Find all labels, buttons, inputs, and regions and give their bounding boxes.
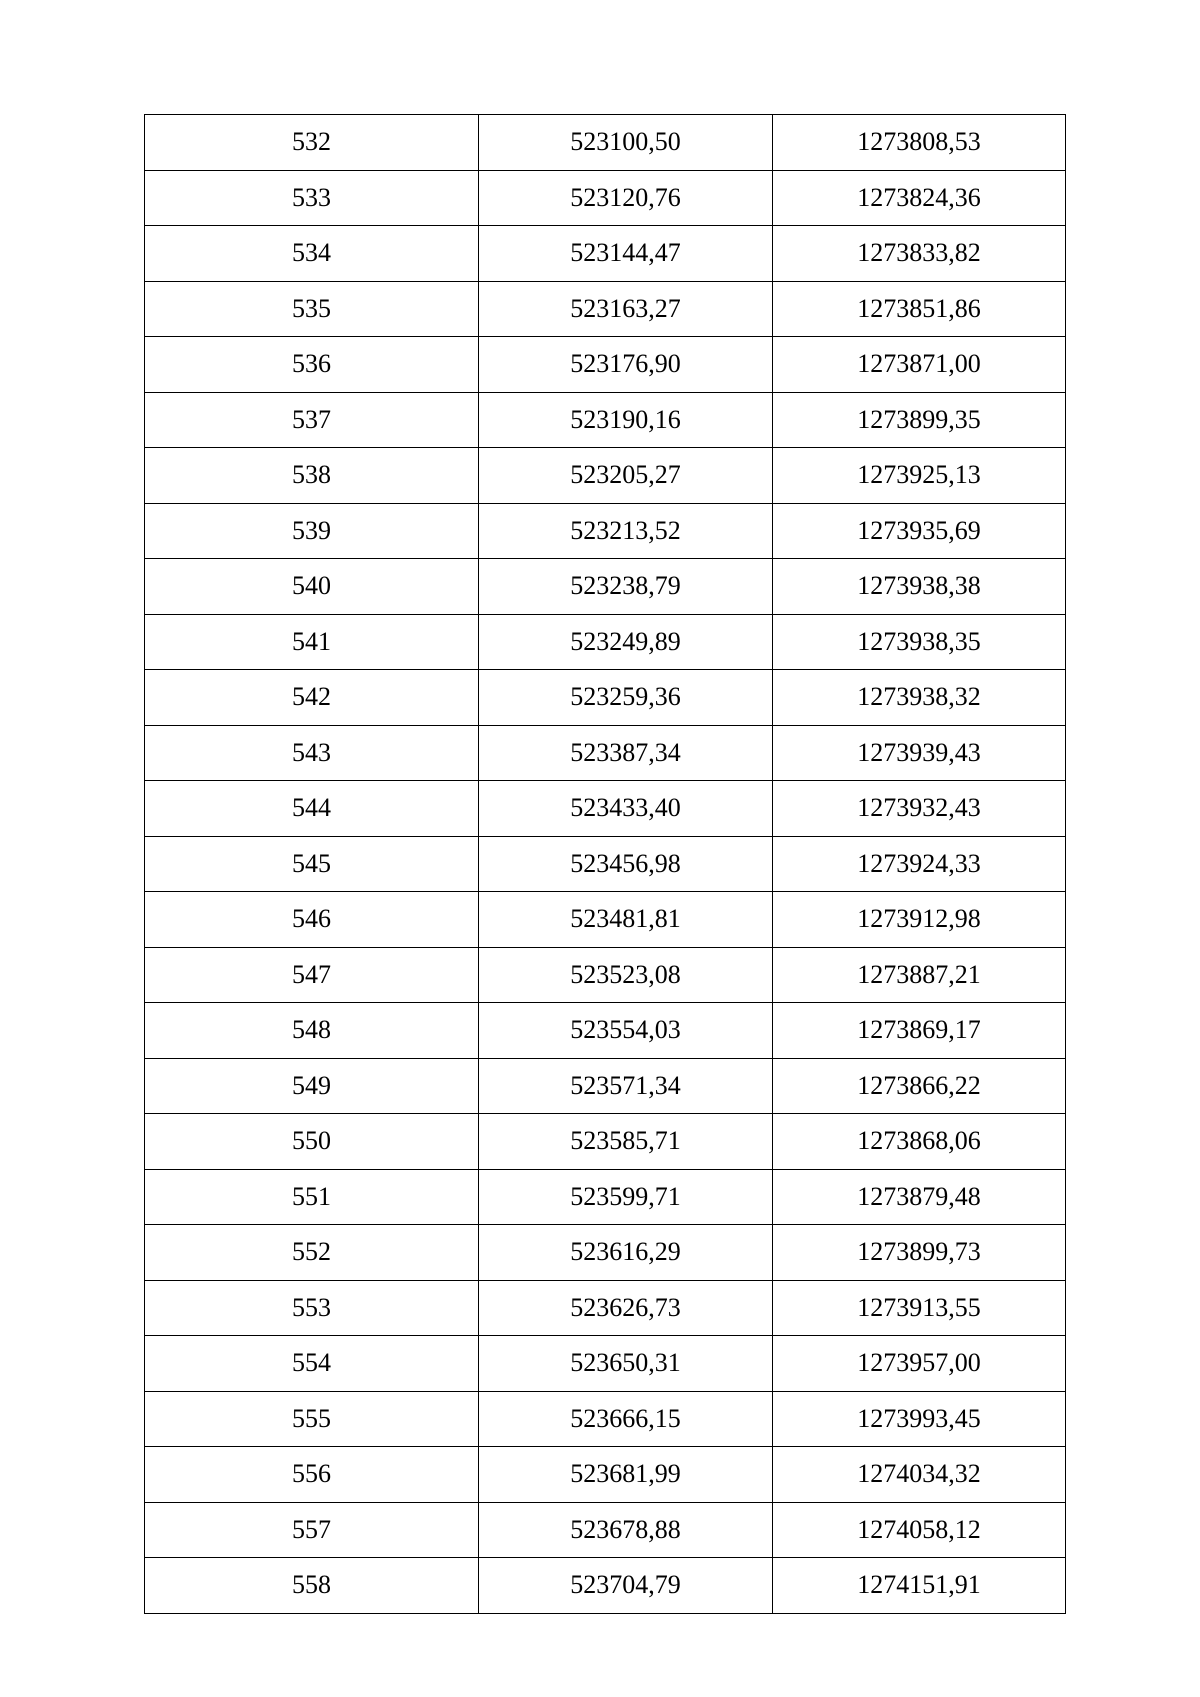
point-number-cell: 548 [145, 1003, 479, 1059]
coordinates-table-body [145, 115, 1066, 1614]
point-number-cell: 535 [145, 281, 479, 337]
y-coordinate-cell: 1273938,35 [773, 614, 1066, 670]
point-number-cell: 551 [145, 1169, 479, 1225]
x-coordinate-cell: 523650,31 [479, 1336, 773, 1392]
x-coordinate-cell: 523205,27 [479, 448, 773, 504]
x-coordinate-cell: 523176,90 [479, 337, 773, 393]
table-row [145, 725, 1066, 781]
table-row [145, 892, 1066, 948]
table-row [145, 670, 1066, 726]
y-coordinate-cell: 1273879,48 [773, 1169, 1066, 1225]
table-row [145, 1336, 1066, 1392]
point-number-cell: 550 [145, 1114, 479, 1170]
point-number-cell: 534 [145, 226, 479, 282]
x-coordinate-cell: 523120,76 [479, 170, 773, 226]
table-row [145, 1114, 1066, 1170]
table-row [145, 1558, 1066, 1614]
y-coordinate-cell: 1274151,91 [773, 1558, 1066, 1614]
y-coordinate-cell: 1273869,17 [773, 1003, 1066, 1059]
x-coordinate-cell: 523678,88 [479, 1502, 773, 1558]
table-row [145, 448, 1066, 504]
point-number-cell: 543 [145, 725, 479, 781]
y-coordinate-cell: 1273935,69 [773, 503, 1066, 559]
y-coordinate-cell: 1274034,32 [773, 1447, 1066, 1503]
y-coordinate-cell: 1273868,06 [773, 1114, 1066, 1170]
y-coordinate-cell: 1273925,13 [773, 448, 1066, 504]
point-number-cell: 546 [145, 892, 479, 948]
point-number-cell: 532 [145, 115, 479, 171]
x-coordinate-cell: 523190,16 [479, 392, 773, 448]
table-row [145, 281, 1066, 337]
y-coordinate-cell: 1273939,43 [773, 725, 1066, 781]
y-coordinate-cell: 1273912,98 [773, 892, 1066, 948]
point-number-cell: 557 [145, 1502, 479, 1558]
x-coordinate-cell: 523704,79 [479, 1558, 773, 1614]
table-row [145, 614, 1066, 670]
point-number-cell: 540 [145, 559, 479, 615]
point-number-cell: 555 [145, 1391, 479, 1447]
y-coordinate-cell: 1273808,53 [773, 115, 1066, 171]
x-coordinate-cell: 523387,34 [479, 725, 773, 781]
point-number-cell: 538 [145, 448, 479, 504]
table-row [145, 170, 1066, 226]
table-row [145, 947, 1066, 1003]
point-number-cell: 536 [145, 337, 479, 393]
table-row [145, 1058, 1066, 1114]
point-number-cell: 545 [145, 836, 479, 892]
y-coordinate-cell: 1273866,22 [773, 1058, 1066, 1114]
table-row [145, 781, 1066, 837]
point-number-cell: 539 [145, 503, 479, 559]
x-coordinate-cell: 523433,40 [479, 781, 773, 837]
y-coordinate-cell: 1273932,43 [773, 781, 1066, 837]
x-coordinate-cell: 523666,15 [479, 1391, 773, 1447]
point-number-cell: 556 [145, 1447, 479, 1503]
y-coordinate-cell: 1273851,86 [773, 281, 1066, 337]
y-coordinate-cell: 1273833,82 [773, 226, 1066, 282]
table-row [145, 337, 1066, 393]
point-number-cell: 553 [145, 1280, 479, 1336]
table-row [145, 559, 1066, 615]
table-row [145, 1447, 1066, 1503]
x-coordinate-cell: 523259,36 [479, 670, 773, 726]
x-coordinate-cell: 523144,47 [479, 226, 773, 282]
y-coordinate-cell: 1273871,00 [773, 337, 1066, 393]
x-coordinate-cell: 523523,08 [479, 947, 773, 1003]
y-coordinate-cell: 1274058,12 [773, 1502, 1066, 1558]
point-number-cell: 552 [145, 1225, 479, 1281]
point-number-cell: 558 [145, 1558, 479, 1614]
x-coordinate-cell: 523599,71 [479, 1169, 773, 1225]
x-coordinate-cell: 523481,81 [479, 892, 773, 948]
y-coordinate-cell: 1273993,45 [773, 1391, 1066, 1447]
table-row [145, 836, 1066, 892]
x-coordinate-cell: 523681,99 [479, 1447, 773, 1503]
y-coordinate-cell: 1273899,73 [773, 1225, 1066, 1281]
y-coordinate-cell: 1273887,21 [773, 947, 1066, 1003]
point-number-cell: 537 [145, 392, 479, 448]
point-number-cell: 541 [145, 614, 479, 670]
point-number-cell: 554 [145, 1336, 479, 1392]
point-number-cell: 533 [145, 170, 479, 226]
table-row [145, 226, 1066, 282]
x-coordinate-cell: 523100,50 [479, 115, 773, 171]
y-coordinate-cell: 1273938,32 [773, 670, 1066, 726]
y-coordinate-cell: 1273938,38 [773, 559, 1066, 615]
y-coordinate-cell: 1273957,00 [773, 1336, 1066, 1392]
point-number-cell: 549 [145, 1058, 479, 1114]
table-row [145, 392, 1066, 448]
table-row [145, 1003, 1066, 1059]
x-coordinate-cell: 523626,73 [479, 1280, 773, 1336]
x-coordinate-cell: 523238,79 [479, 559, 773, 615]
y-coordinate-cell: 1273899,35 [773, 392, 1066, 448]
table-row [145, 115, 1066, 171]
x-coordinate-cell: 523571,34 [479, 1058, 773, 1114]
x-coordinate-cell: 523585,71 [479, 1114, 773, 1170]
table-row [145, 1169, 1066, 1225]
x-coordinate-cell: 523163,27 [479, 281, 773, 337]
table-row [145, 1502, 1066, 1558]
table-row [145, 1391, 1066, 1447]
x-coordinate-cell: 523213,52 [479, 503, 773, 559]
y-coordinate-cell: 1273924,33 [773, 836, 1066, 892]
y-coordinate-cell: 1273913,55 [773, 1280, 1066, 1336]
x-coordinate-cell: 523456,98 [479, 836, 773, 892]
point-number-cell: 544 [145, 781, 479, 837]
table-row [145, 1225, 1066, 1281]
table-row [145, 1280, 1066, 1336]
x-coordinate-cell: 523249,89 [479, 614, 773, 670]
y-coordinate-cell: 1273824,36 [773, 170, 1066, 226]
point-number-cell: 542 [145, 670, 479, 726]
point-number-cell: 547 [145, 947, 479, 1003]
x-coordinate-cell: 523616,29 [479, 1225, 773, 1281]
table-row [145, 503, 1066, 559]
x-coordinate-cell: 523554,03 [479, 1003, 773, 1059]
coordinates-table [144, 114, 1066, 1614]
